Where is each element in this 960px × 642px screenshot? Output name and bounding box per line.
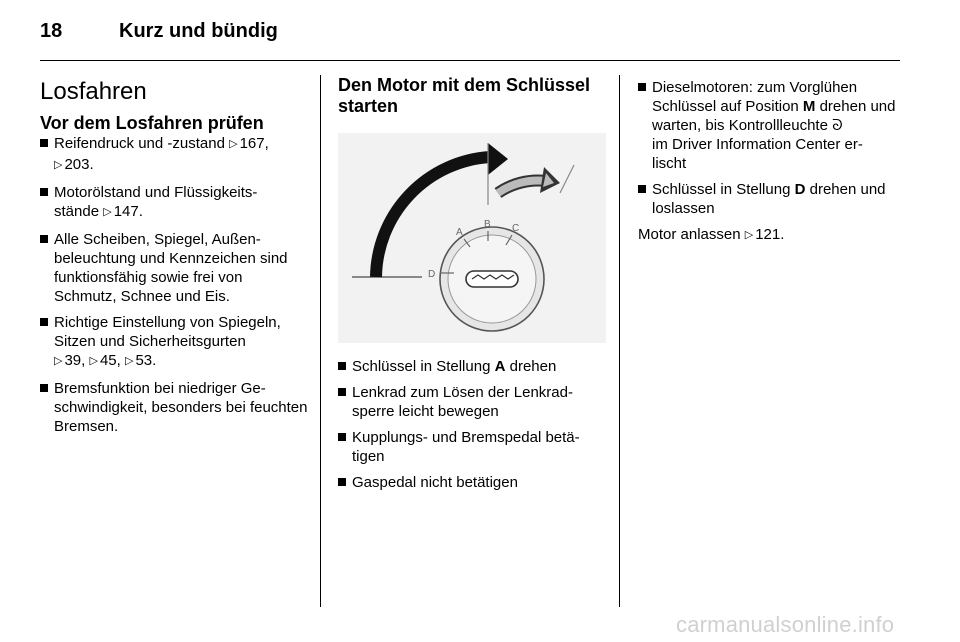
- column-divider: [619, 75, 620, 607]
- watermark: carmanualsonline.info: [676, 612, 895, 637]
- reference-arrow-icon: ▷: [103, 206, 112, 218]
- header-rule: [40, 60, 900, 61]
- list-item: Lenkrad zum Lösen der Lenkrad- sperre leicht bewegen: [338, 383, 606, 421]
- section-title: Losfahren: [40, 78, 147, 105]
- page-reference[interactable]: 203: [64, 156, 90, 173]
- page-reference[interactable]: 121.: [755, 226, 785, 243]
- position-label: C: [512, 223, 520, 234]
- column-divider: [320, 75, 321, 607]
- page-reference[interactable]: 167: [239, 135, 265, 152]
- chapter-title: Kurz und bündig: [119, 20, 278, 42]
- page-reference[interactable]: 39: [64, 352, 82, 369]
- subsection-title: Vor dem Losfahren prüfen: [40, 113, 264, 133]
- position-label: D: [428, 269, 436, 280]
- list-item: Richtige Einstellung von Spiegeln, Sitzen und Sicherheitsgurten ▷ 39, ▷ 45, ▷ 53.: [40, 313, 308, 372]
- list-item: Alle Scheiben, Spiegel, Außen- beleuchtung und Kennzeichen sind funktionsfähig sowie frei von Schmutz, Schnee und Eis.: [40, 230, 308, 306]
- column-right: [638, 75, 906, 246]
- position-label: A: [456, 227, 463, 238]
- page-number: 18: [40, 20, 63, 42]
- reference-arrow-icon: ▷: [89, 355, 98, 367]
- reference-arrow-icon: ▷: [125, 355, 134, 367]
- position-label: B: [484, 219, 491, 230]
- key-position: A: [494, 358, 506, 375]
- start-steps-continued: [638, 78, 906, 218]
- preheat-indicator-icon: ᘐ: [832, 117, 843, 134]
- paragraph: Motor anlassen ▷ 121.: [638, 226, 785, 243]
- checklist: [40, 134, 308, 436]
- key-position: M: [802, 98, 816, 115]
- ignition-key-illustration: [338, 133, 606, 343]
- column-middle: [338, 75, 606, 499]
- reference-arrow-icon: ▷: [54, 159, 63, 171]
- reference-arrow-icon: ▷: [229, 138, 238, 150]
- list-item: Kupplungs- und Bremspedal betä- tigen: [338, 428, 606, 466]
- start-steps: [338, 357, 606, 492]
- page-reference[interactable]: 147: [113, 203, 139, 220]
- list-item: Schlüssel in Stellung D drehen und loslassen: [638, 180, 906, 218]
- column-left: [40, 75, 308, 443]
- list-item: Gaspedal nicht betätigen: [338, 473, 606, 492]
- list-item: Bremsfunktion bei niedriger Ge- schwindigkeit, besonders bei feuchten Bremsen.: [40, 379, 308, 436]
- reference-arrow-icon: ▷: [54, 355, 63, 367]
- page-reference[interactable]: 53: [135, 352, 153, 369]
- list-item: Motorölstand und Flüssigkeits- stände ▷ 147.: [40, 183, 308, 223]
- ignition-lock-icon: [338, 133, 606, 343]
- key-position: D: [794, 181, 806, 198]
- page-reference[interactable]: 45: [99, 352, 117, 369]
- list-item: Reifendruck und -zustand ▷ 167, ▷ 203.: [40, 134, 308, 176]
- subsection-title: Den Motor mit dem Schlüssel starten: [338, 75, 591, 116]
- list-item: Schlüssel in Stellung A drehen: [338, 357, 606, 376]
- reference-arrow-icon: ▷: [744, 229, 754, 241]
- list-item: Dieselmotoren: zum Vorglühen Schlüssel auf Position M drehen und warten, bis Kontrollleuchte ᘐ im Driver Information Center er- lischt: [638, 78, 906, 173]
